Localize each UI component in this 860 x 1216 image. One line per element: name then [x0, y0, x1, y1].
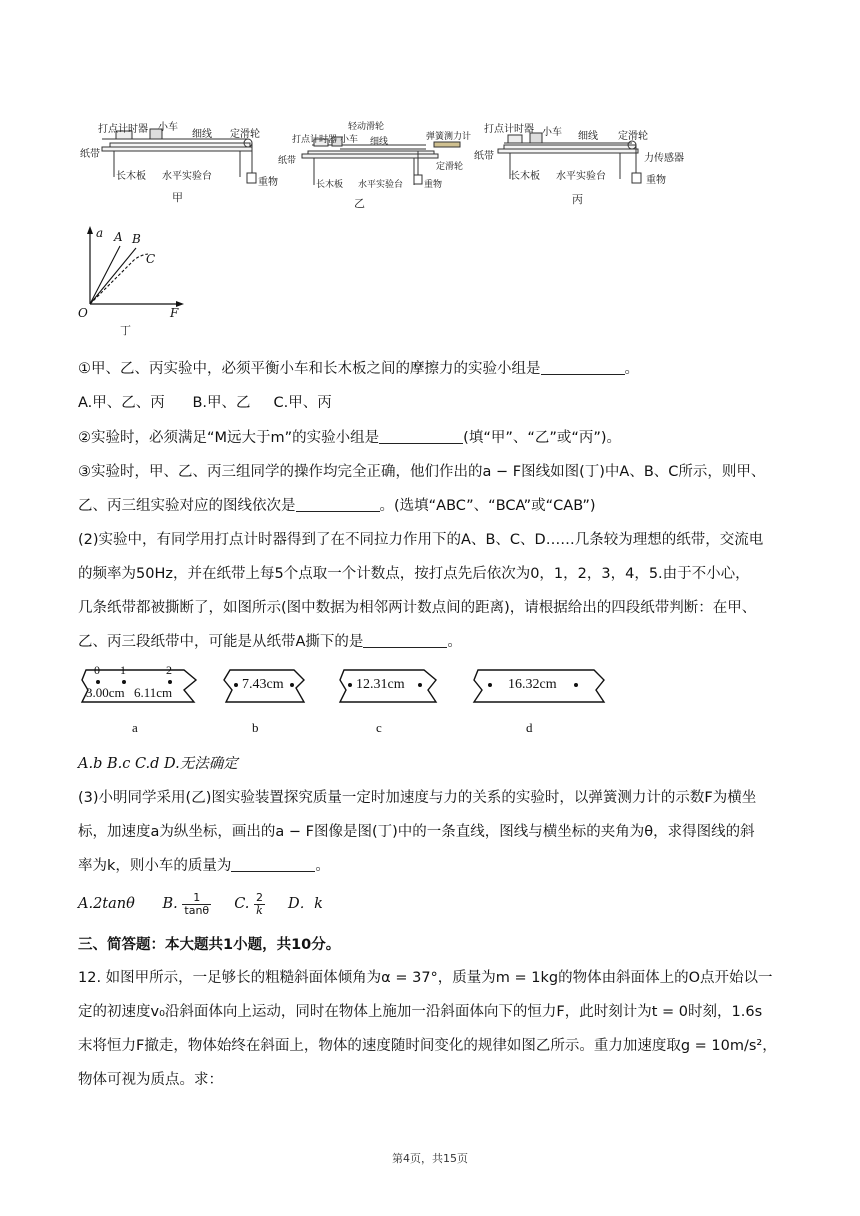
- tape-c-caption: c: [376, 720, 382, 735]
- apparatus-figure-bing: [474, 115, 700, 206]
- yi-label: 纸带: [278, 156, 297, 166]
- q1-option-a: A.甲、乙、丙: [78, 395, 165, 411]
- bing-label: 长木板: [510, 171, 540, 182]
- answer-blank[interactable]: [363, 633, 447, 648]
- apparatus-figure-jia: [80, 115, 280, 205]
- fraction-denominator: tanθ: [184, 903, 210, 917]
- tape-b: [220, 668, 310, 738]
- yi-label: 长木板: [316, 180, 344, 190]
- tape-b-value: 7.43cm: [242, 677, 284, 692]
- bing-label: 重物: [646, 175, 666, 186]
- jia-label: 长木板: [116, 171, 146, 182]
- part3-option-c-label: C.: [234, 896, 250, 912]
- q12-line-4: 物体可视为质点。求：: [78, 1072, 223, 1088]
- part2-line-4: [78, 632, 462, 652]
- graph-line-c: [90, 254, 148, 304]
- bing-label: 力传感器: [644, 153, 684, 164]
- tape-d-caption: d: [526, 720, 533, 735]
- q1-text-end: 。: [624, 361, 639, 377]
- q1-option-c: C.甲、丙: [273, 395, 332, 411]
- answer-blank[interactable]: [379, 429, 463, 444]
- q3-line-2: [78, 496, 596, 516]
- part3-text: 率为k，则小车的质量为: [78, 858, 232, 874]
- jia-label: 水平实验台: [162, 171, 212, 182]
- part2-line-1: (2)实验中，有同学用打点计时器得到了在不同拉力作用下的A、B、C、D……几条较为理想的纸带，交流电: [78, 532, 764, 548]
- answer-blank[interactable]: [296, 497, 380, 512]
- part2-line-2: 的频率为50Hz，并在纸带上每5个点取一个计数点，按打点先后依次为0，1，2，3，4，5.由于不小心，: [78, 566, 750, 582]
- graph-ding-caption: 丁: [120, 324, 131, 337]
- part2-text-end: 。: [447, 634, 462, 650]
- bing-caption: 丙: [572, 193, 583, 206]
- q2-text-end: (填“甲”、“乙”或“丙”)。: [463, 430, 622, 446]
- page-footer: 第4页，共15页: [392, 1152, 468, 1165]
- tape-b-caption: b: [252, 720, 259, 735]
- answer-blank[interactable]: [541, 360, 625, 375]
- q3-line-1: ③实验时，甲、乙、丙三组同学的操作均完全正确，他们作出的a − F图线如图(丁)中A、B、C所示，则甲、: [78, 464, 766, 480]
- q3-text-end: 。(选填“ABC”、“BCA”或“CAB”): [379, 498, 596, 514]
- tape-a-mark: 0: [94, 663, 100, 677]
- q12-line-1: 12. 如图甲所示，一足够长的粗糙斜面体倾角为α = 37°，质量为m = 1kg的物体由斜面体上的O点开始以一: [78, 970, 773, 986]
- graph-ding: [76, 224, 196, 336]
- tape-c: [336, 668, 440, 738]
- tape-c-value: 12.31cm: [356, 677, 405, 692]
- part3-text-end: 。: [315, 858, 330, 874]
- q1-line: [78, 359, 639, 379]
- fraction-c: [254, 892, 265, 917]
- yi-label: 细线: [370, 137, 389, 147]
- yi-label: 重物: [424, 180, 443, 190]
- jia-label: 小车: [158, 122, 178, 133]
- part2-options: A.b B.c C.d D.无法确定: [78, 756, 238, 772]
- jia-label: 定滑轮: [230, 129, 260, 140]
- part3-option-a: A.2tanθ: [78, 896, 135, 912]
- part2-line-3: 几条纸带都被撕断了，如图所示(图中数据为相邻两计数点间的距离)，请根据给出的四段纸带判断：在甲、: [78, 600, 757, 616]
- bing-label: 打点计时器: [484, 124, 534, 135]
- jia-label: 细线: [192, 129, 212, 140]
- apparatus-figure-yi: [278, 115, 478, 210]
- bing-label: 定滑轮: [618, 131, 648, 142]
- part3-line-3: [78, 856, 330, 876]
- answer-blank[interactable]: [231, 857, 315, 872]
- q1-option-b: B.甲、乙: [192, 395, 251, 411]
- yi-label: 小车: [340, 135, 359, 145]
- fraction-b: [182, 892, 211, 917]
- tape-a: [80, 663, 200, 738]
- tape-a-value: 3.00cm: [86, 685, 125, 700]
- tape-a-mark: 1: [120, 663, 126, 677]
- line-label-b: B: [132, 232, 141, 246]
- part2-text: 乙、丙三段纸带中，可能是从纸带A撕下的是: [78, 634, 364, 650]
- graph-line-a: [90, 246, 120, 304]
- bing-label: 小车: [542, 127, 562, 138]
- yi-caption: 乙: [354, 197, 365, 210]
- yi-label: 水平实验台: [358, 180, 404, 190]
- graph-line-b: [90, 248, 136, 304]
- q2-line: [78, 428, 621, 448]
- yi-label: 打点计时器: [292, 135, 338, 145]
- q1-options: [78, 393, 332, 413]
- axis-label-x: F: [170, 306, 179, 320]
- yi-label: 弹簧测力计: [426, 132, 472, 142]
- q12-line-3: 末将恒力F撤走，物体始终在斜面上，物体的速度随时间变化的规律如图乙所示。重力加速度取g = 10m/s²，: [78, 1038, 777, 1054]
- part3-line-1: (3)小明同学采用(乙)图实验装置探究质量一定时加速度与力的关系的实验时，以弹簧测力计的示数F为横坐: [78, 790, 757, 806]
- line-label-c: C: [146, 252, 156, 266]
- bing-label: 细线: [578, 131, 598, 142]
- origin-label: O: [78, 306, 88, 320]
- part3-option-b-label: B.: [162, 896, 178, 912]
- jia-label: 纸带: [80, 149, 100, 160]
- bing-label: 水平实验台: [556, 171, 606, 182]
- q1-text: ①甲、乙、丙实验中，必须平衡小车和长木板之间的摩擦力的实验小组是: [78, 361, 541, 377]
- yi-label: 轻动滑轮: [348, 122, 385, 132]
- tape-d: [470, 668, 610, 738]
- tape-a-mark: 2: [166, 663, 172, 677]
- fraction-numerator: 1: [182, 892, 211, 905]
- jia-caption: 甲: [172, 191, 183, 204]
- yi-label: 定滑轮: [436, 162, 464, 172]
- q12-line-2: 定的初速度v₀沿斜面体向上运动，同时在物体上施加一沿斜面体向下的恒力F，此时刻计为t = 0时刻，1.6s: [78, 1004, 763, 1020]
- tape-d-value: 16.32cm: [508, 677, 557, 692]
- jia-label: 打点计时器: [98, 124, 148, 135]
- axis-label-y: a: [96, 226, 104, 240]
- q2-text: ②实验时，必须满足“M远大于m”的实验小组是: [78, 430, 380, 446]
- fraction-denominator: k: [256, 903, 263, 917]
- q3-text: 乙、丙三组实验对应的图线依次是: [78, 498, 296, 514]
- fraction-numerator: 2: [256, 890, 263, 904]
- tape-a-caption: a: [132, 720, 138, 735]
- tape-a-value: 6.11cm: [134, 685, 173, 700]
- jia-label: 重物: [258, 177, 278, 188]
- part3-options: [78, 890, 323, 918]
- bing-label: 纸带: [474, 151, 494, 162]
- part3-option-d: D．k: [288, 896, 323, 912]
- line-label-a: A: [114, 230, 123, 244]
- section-heading: 三、简答题：本大题共1小题，共10分。: [78, 937, 341, 953]
- part3-line-2: 标，加速度a为纵坐标，画出的a − F图像是图(丁)中的一条直线，图线与横坐标的夹角为θ，求得图线的斜: [78, 824, 755, 840]
